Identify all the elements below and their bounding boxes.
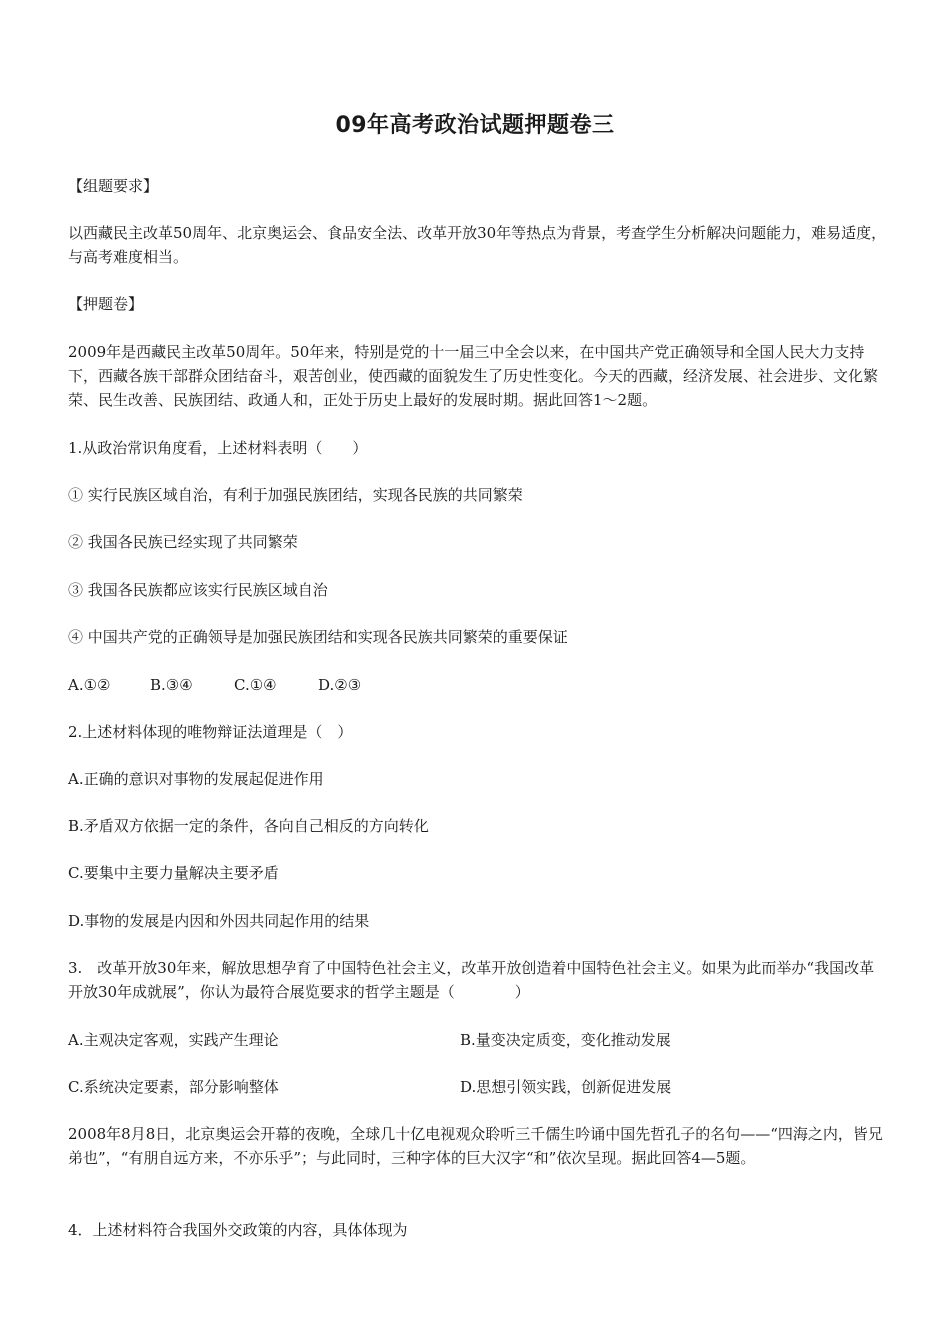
question-3-options-row-1 bbox=[68, 1028, 888, 1052]
material-paragraph-1: 2009年是西藏民主改革50周年。50年来，特别是党的十一届三中全会以来，在中国共产党正确领导和全国人民大力支持下，西藏各族干部群众团结奋斗，艰苦创业，使西藏的面貌发生了历史性变化。今天的西藏，经济发展、社会进步、文化繁荣、民生改善、民族团结、政通人和，正处于历史上最好的发展时期。据此回答1～2题。 bbox=[68, 343, 879, 409]
question-2-stem: 2.上述材料体现的唯物辩证法道理是（ ） bbox=[68, 723, 353, 741]
question-1-option-c: C.①④ bbox=[234, 676, 277, 694]
question-1-option-b: B.③④ bbox=[150, 676, 193, 694]
question-3-option-c: C.系统决定要素，部分影响整体 bbox=[68, 1078, 279, 1096]
question-2-option-a: A.正确的意识对事物的发展起促进作用 bbox=[68, 770, 324, 788]
question-3-option-b: B.量变决定质变，变化推动发展 bbox=[460, 1031, 671, 1049]
question-3-option-d: D.思想引领实践，创新促进发展 bbox=[460, 1078, 672, 1096]
question-1-option-a: A.①② bbox=[68, 676, 111, 694]
question-1-option-d: D.②③ bbox=[318, 676, 362, 694]
question-4-stem: 4．上述材料符合我国外交政策的内容，具体体现为 bbox=[68, 1221, 408, 1239]
question-3-options-row-2 bbox=[68, 1075, 888, 1099]
question-1-options bbox=[68, 673, 888, 697]
question-3-option-a: A.主观决定客观，实践产生理论 bbox=[68, 1031, 279, 1049]
requirements-heading: 【组题要求】 bbox=[68, 177, 159, 195]
question-1-statement: ④ 中国共产党的正确领导是加强民族团结和实现各民族共同繁荣的重要保证 bbox=[68, 628, 568, 646]
question-2-option-b: B.矛盾双方依据一定的条件，各向自己相反的方向转化 bbox=[68, 817, 429, 835]
paper-heading: 【押题卷】 bbox=[68, 295, 144, 313]
question-3-stem: 3. 改革开放30年来，解放思想孕育了中国特色社会主义，改革开放创造着中国特色社会主义。如果为此而举办“我国改革开放30年成就展”，你认为最符合展览要求的哲学主题是（ ） bbox=[68, 959, 875, 1001]
material-paragraph-2: 2008年8月8日，北京奥运会开幕的夜晚，全球几十亿电视观众聆听三千儒生吟诵中国先哲孔子的名句——“四海之内，皆兄弟也”，“有朋自远方来，不亦乐乎”；与此同时，三种字体的巨大汉字“和”依次呈现。据此回答4—5题。 bbox=[68, 1125, 883, 1167]
question-1-statement: ③ 我国各民族都应该实行民族区域自治 bbox=[68, 581, 328, 599]
page-title: 09年高考政治试题押题卷三 bbox=[335, 113, 615, 138]
question-2-option-d: D.事物的发展是内因和外因共同起作用的结果 bbox=[68, 912, 370, 930]
question-2-option-c: C.要集中主要力量解决主要矛盾 bbox=[68, 864, 279, 882]
question-1-statement: ① 实行民族区域自治，有利于加强民族团结，实现各民族的共同繁荣 bbox=[68, 486, 523, 504]
question-1-statement: ② 我国各民族已经实现了共同繁荣 bbox=[68, 533, 298, 551]
requirements-text: 以西藏民主改革50周年、北京奥运会、食品安全法、改革开放30年等热点为背景，考查学生分析解决问题能力，难易适度，与高考难度相当。 bbox=[68, 224, 887, 266]
question-1-stem: 1.从政治常识角度看，上述材料表明（ ） bbox=[68, 439, 368, 457]
